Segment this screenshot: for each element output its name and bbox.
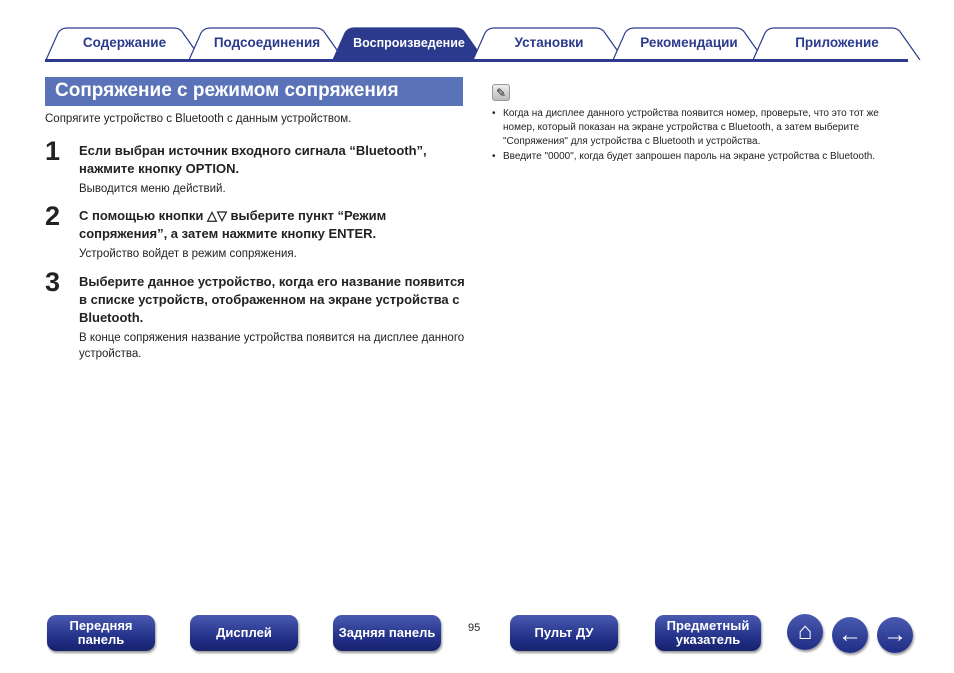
step-number: 2 (45, 201, 61, 231)
step-body: В конце сопряжения название устройства появится на дисплее данного устройства. (79, 332, 465, 360)
index-button[interactable]: Предметный указатель (655, 615, 761, 651)
step-body: Устройство войдет в режим сопряжения. (79, 248, 297, 260)
page-number: 95 (468, 622, 481, 634)
tab-underline (45, 59, 908, 62)
tab-label: Приложение (795, 35, 879, 50)
tab-label: Подсоединения (213, 35, 321, 50)
tab-4[interactable] (472, 27, 626, 60)
step-number: 3 (45, 267, 61, 297)
tab-5[interactable] (612, 27, 766, 60)
page-title: Сопряжение с режимом сопряжения (45, 77, 463, 106)
remote-button[interactable]: Пульт ДУ (510, 615, 618, 651)
step-3 (45, 267, 465, 362)
step-1 (45, 136, 465, 197)
note-item: • Когда на дисплее данного устройства появится номер, проверьте, что это тот же номер, который показан на экране устройства с Bluetooth, а затем выберите "Сопряжения" для устройства с Bluetooth и устройства. (492, 107, 902, 149)
tab-1[interactable] (45, 27, 204, 60)
display-button[interactable]: Дисплей (190, 615, 298, 651)
pencil-icon: ✎ (492, 84, 510, 101)
arrow-right-icon: → (883, 621, 907, 648)
front-panel-button[interactable]: Передняя панель (47, 615, 155, 651)
tab-label: Установки (514, 35, 584, 50)
note-item: • Введите "0000", когда будет запрошен пароль на экране устройства с Bluetooth. (492, 150, 902, 164)
tab-label: Содержание (82, 35, 167, 50)
tab-6[interactable] (752, 27, 922, 60)
arrow-left-icon: ← (838, 621, 862, 648)
step-number: 1 (45, 136, 61, 166)
step-heading: С помощью кнопки △▽ выберите пункт “Режим сопряжения”, а затем нажмите кнопку ENTER. (79, 208, 387, 241)
intro-text: Сопрягите устройство с Bluetooth с данным устройством. (45, 113, 352, 125)
home-button[interactable] (787, 614, 823, 650)
step-heading: Если выбран источник входного сигнала “Bluetooth”, нажмите кнопку OPTION. (79, 143, 427, 176)
rear-panel-button[interactable]: Задняя панель (333, 615, 441, 651)
tab-2[interactable] (188, 27, 346, 60)
forward-button[interactable] (877, 617, 913, 653)
tab-label: Рекомендации (640, 35, 738, 50)
step-heading: Выберите данное устройство, когда его название появится в списке устройств, отображенном на экране устройства с Bluetooth. (79, 274, 465, 325)
tab-label: Воспроизведение (353, 36, 465, 50)
step-2 (45, 201, 465, 262)
back-button[interactable] (832, 617, 868, 653)
tab-3[interactable] (332, 27, 486, 60)
step-body: Выводится меню действий. (79, 183, 226, 195)
note-box (492, 84, 902, 165)
home-icon: ⌂ (797, 618, 813, 645)
